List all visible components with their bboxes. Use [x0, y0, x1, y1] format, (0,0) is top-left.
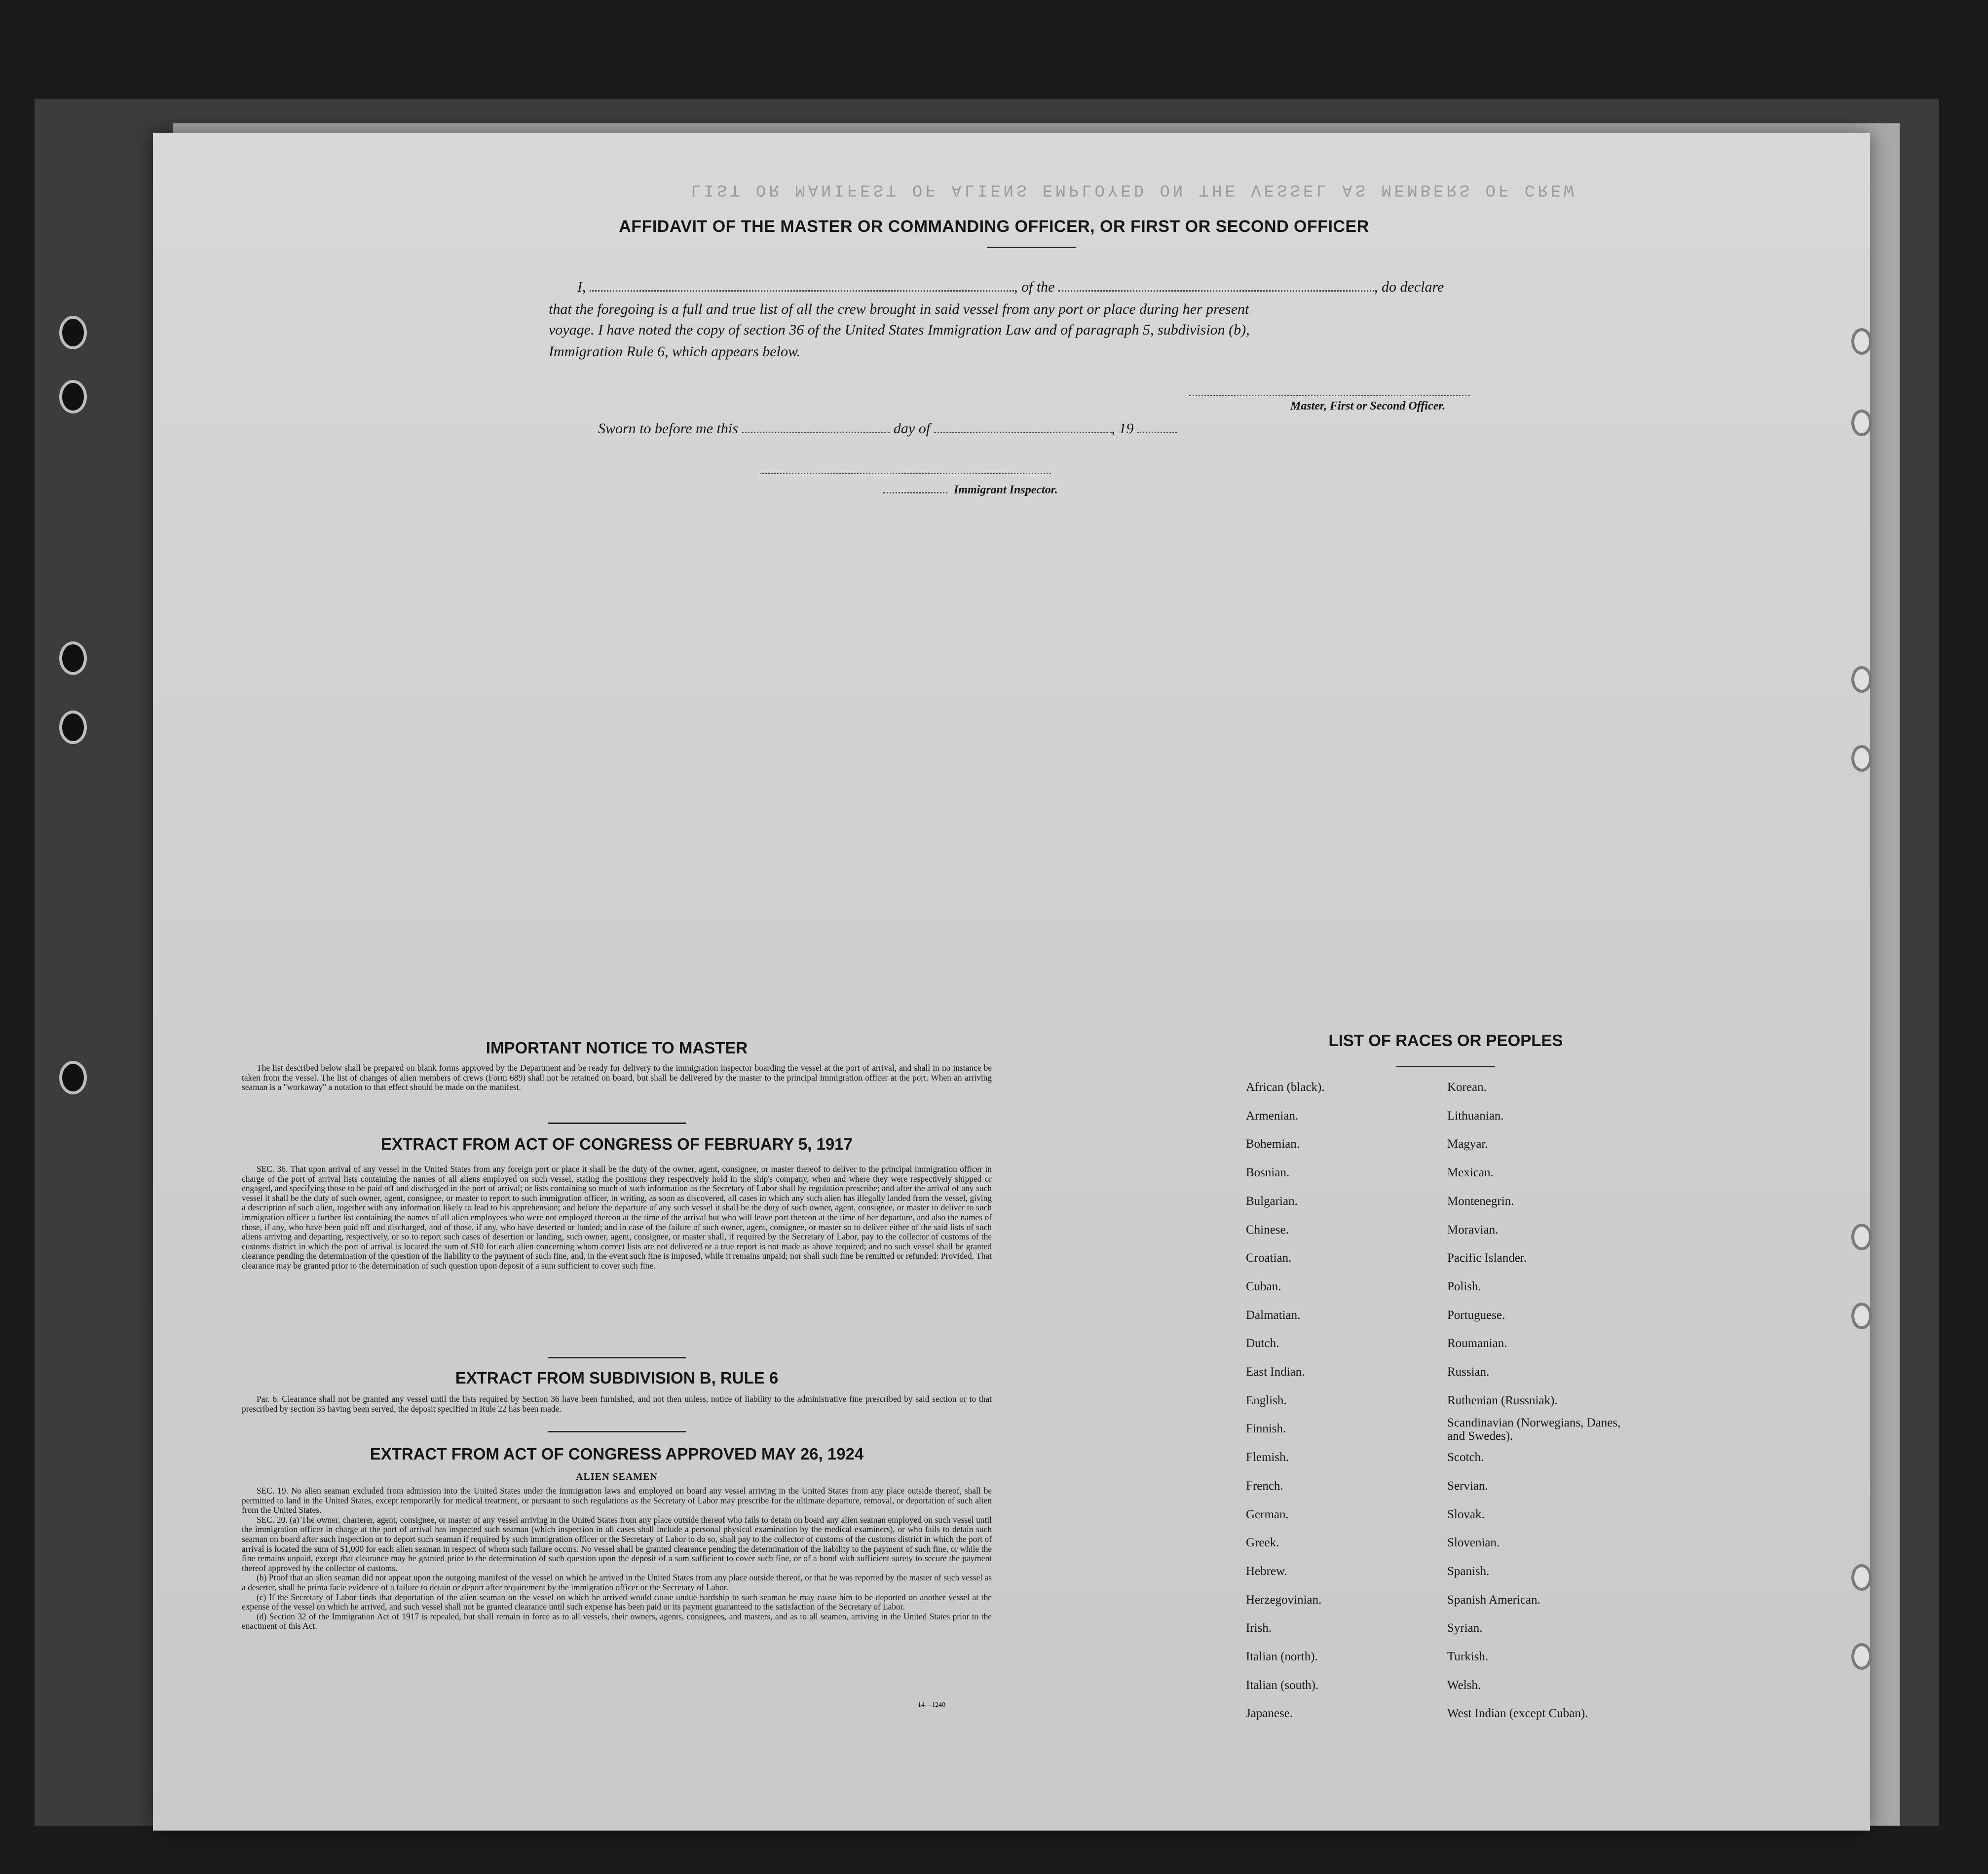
notice-title: IMPORTANT NOTICE TO MASTER — [486, 1039, 748, 1057]
race-item: Scotch. — [1447, 1451, 1484, 1464]
race-item: Syrian. — [1447, 1621, 1483, 1635]
divider — [1396, 1066, 1495, 1067]
extract-1917-title: EXTRACT FROM ACT OF CONGRESS OF FEBRUARY 5, 1917 — [381, 1135, 853, 1153]
race-item: Ruthenian (Russniak). — [1447, 1393, 1558, 1407]
punch-hole — [1851, 1643, 1872, 1670]
affidavit-of-the: , of the — [1014, 279, 1055, 295]
punch-hole — [1851, 1564, 1872, 1591]
punch-hole — [59, 380, 87, 413]
punch-hole — [1851, 666, 1872, 693]
race-item: Finnish. — [1246, 1422, 1286, 1436]
affidavit-line-3: voyage. I have noted the copy of section 36 of the United States Immigration Law and of paragraph 5, subdivision (b), — [549, 322, 1250, 338]
punch-hole — [1851, 410, 1872, 436]
race-item: Spanish. — [1447, 1564, 1490, 1578]
race-item: Roumanian. — [1447, 1337, 1507, 1350]
punch-hole — [1851, 745, 1872, 772]
race-item: Magyar. — [1447, 1137, 1488, 1151]
extract-1924-text — [242, 1486, 992, 1631]
master-caption: Master, First or Second Officer. — [1290, 400, 1446, 412]
master-signature-line — [1189, 395, 1470, 396]
race-item: Hebrew. — [1246, 1564, 1287, 1578]
extract-1924-title: EXTRACT FROM ACT OF CONGRESS APPROVED MAY 26, 1924 — [370, 1445, 864, 1463]
extract-1924-subtitle: ALIEN SEAMEN — [576, 1471, 658, 1482]
race-item: English. — [1246, 1393, 1287, 1407]
inspector-signature-line-short — [883, 492, 947, 493]
divider — [548, 1357, 686, 1358]
inspector-caption: Immigrant Inspector. — [954, 484, 1058, 496]
race-item: Servian. — [1447, 1479, 1488, 1493]
race-item: Slovak. — [1447, 1507, 1485, 1521]
divider — [987, 247, 1076, 248]
extract-rule6-title: EXTRACT FROM SUBDIVISION B, RULE 6 — [455, 1369, 779, 1387]
race-item: Dutch. — [1246, 1337, 1279, 1350]
extract-1924-p5: (d) Section 32 of the Immigration Act of 1917 is repealed, but shall remain in force as to all vessels, their owners, agents, consignees, and masters, and as to all seamen, arriving in the United States prior to the enactment of this Act. — [242, 1611, 992, 1631]
race-item: Dalmatian. — [1246, 1308, 1301, 1322]
punch-hole — [1851, 328, 1872, 355]
race-item: Croatian. — [1246, 1251, 1292, 1265]
race-item: Bohemian. — [1246, 1137, 1300, 1151]
punch-hole — [59, 711, 87, 744]
extract-1924-p2: SEC. 20. (a) The owner, charterer, agent, consignee, or master of any vessel arriving in the United States from any place outside thereof who fails to detain on board any alien seaman employed on such vessel until the immigration officer in charge at the port of arrival has inspected such seaman (which inspection in all cases shall include a personal physical examination by the medical examiners), or who fails to detain such seaman on board after such inspection or to deport such seaman if required by such immigration officer or the Secretary of Labor to do so, shall pay to the collector of customs of the customs district in which the port of arrival is located the sum of $1,000 for each alien seaman in respect of whom such failure occurs. No vessel shall be granted clearance pending the determination of the liability to the payment of such fine, or while the fine remains unpaid, except that clearance may be granted prior to the determination of such question upon the deposit of a sum sufficient to cover such fine, or of a bond with sufficient surety to secure the payment thereof approved by the collector of customs. — [242, 1514, 992, 1573]
race-item: West Indian (except Cuban). — [1447, 1707, 1588, 1721]
race-item: Chinese. — [1246, 1223, 1289, 1237]
extract-rule6-text — [242, 1394, 992, 1414]
race-item: Flemish. — [1246, 1451, 1289, 1464]
race-item: Italian (south). — [1246, 1678, 1319, 1692]
extract-rule6-paragraph: Par. 6. Clearance shall not be granted any vessel until the lists required by Section 36 have been furnished, and not then unless, notice of liability to the administrative fine prescribed by said section or to that prescribed by section 35 having been served, the deposit specified in Rule 22 has been made. — [242, 1394, 992, 1414]
extract-1924-p1: SEC. 19. No alien seaman excluded from admission into the United States under the immigration laws and employed on board any vessel arriving in the United States from any place outside thereof, shall be permitted to land in the United States, except temporarily for medical treatment, or pursuant to such regulations as the Secretary of Labor may prescribe for the ultimate departure, removal, or deportation of such alien from the United States. — [242, 1486, 992, 1515]
race-item: Cuban. — [1246, 1279, 1281, 1293]
divider — [548, 1431, 686, 1432]
affidavit-declare: , do declare — [1374, 279, 1444, 295]
race-item: East Indian. — [1246, 1365, 1305, 1379]
sworn-prefix: Sworn to before me this — [598, 420, 738, 437]
notice-paragraph: The list described below shall be prepared on blank forms approved by the Department and be ready for delivery to the immigration inspector boarding the vessel at the port of arrival, and shall in no instance be taken from the vessel. The list of changes of alien members of crews (Form 689) shall not be retained on board, but shall be delivered by the master to the principal immigration officer at the port. When an arriving seaman is a "workaway" a notation to that effect should be made on the manifest. — [242, 1063, 992, 1092]
race-item: German. — [1246, 1507, 1289, 1521]
race-item: African (black). — [1246, 1081, 1325, 1094]
punch-hole — [59, 316, 87, 349]
sworn-year: , 19 — [1111, 420, 1134, 437]
race-item: Greek. — [1246, 1536, 1279, 1550]
name-blank — [590, 290, 1014, 292]
form-number: 14—1240 — [918, 1701, 945, 1709]
race-item: Portuguese. — [1447, 1308, 1505, 1322]
extract-1924-p4: (c) If the Secretary of Labor finds that deportation of the alien seaman on the vessel on which he arrived would cause undue hardship to such seaman he may cause him to be deported on another vessel at the expense of the vessel on which he arrived, and such vessel shall not be granted clearance until such expense has been paid or its payment guaranteed to the satisfaction of the Secretary of Labor. — [242, 1592, 992, 1612]
sworn-day-of: day of — [893, 420, 931, 437]
affidavit-line-1 — [577, 279, 1444, 296]
vessel-blank — [1058, 290, 1374, 292]
race-item: Scandinavian (Norwegians, Danes, and Swedes). — [1447, 1416, 1621, 1443]
month-blank — [934, 431, 1112, 433]
race-item: Lithuanian. — [1447, 1109, 1504, 1123]
punch-hole — [1851, 1224, 1872, 1250]
punch-hole — [59, 641, 87, 675]
race-item: Korean. — [1447, 1081, 1487, 1094]
affidavit-line-2: that the foregoing is a full and true list of all the crew brought in said vessel from any port or place during her present — [549, 301, 1249, 317]
races-title: LIST OF RACES OR PEOPLES — [1328, 1031, 1563, 1049]
race-item: Moravian. — [1447, 1223, 1499, 1237]
divider — [548, 1123, 686, 1124]
race-item: Armenian. — [1246, 1109, 1299, 1123]
race-item: Turkish. — [1447, 1650, 1489, 1663]
punch-hole — [59, 1061, 87, 1094]
race-item: Montenegrin. — [1447, 1194, 1514, 1208]
race-item: Welsh. — [1447, 1678, 1481, 1692]
inspector-signature-line — [760, 473, 1051, 474]
affidavit-i: I, — [577, 279, 586, 295]
race-item: Pacific Islander. — [1447, 1251, 1527, 1265]
race-item: French. — [1246, 1479, 1283, 1493]
race-item: Bosnian. — [1246, 1166, 1290, 1180]
day-blank — [742, 431, 890, 433]
race-item: Russian. — [1447, 1365, 1490, 1379]
race-item: Slovenian. — [1447, 1536, 1500, 1550]
affidavit-line-4: Immigration Rule 6, which appears below. — [549, 343, 801, 360]
punch-hole — [1851, 1303, 1872, 1329]
race-item: Spanish American. — [1447, 1593, 1540, 1607]
race-item: Bulgarian. — [1246, 1194, 1298, 1208]
race-item: Herzegovinian. — [1246, 1593, 1322, 1607]
race-item: Irish. — [1246, 1621, 1272, 1635]
extract-1917-paragraph: SEC. 36. That upon arrival of any vessel in the United States from any foreign port or place it shall be the duty of the owner, agent, consignee, or master thereof to deliver to the principal immigration officer in charge of the port of arrival lists containing the names of all aliens employed on such vessel, stating the positions they respectively hold in the ship's company, when and where they were respectively shipped or engaged, and specifying those to be paid off and discharged in the port of arrival; or lists containing so much of such information as the Secretary of Labor shall by regulation prescribe; and after the arrival of any such vessel it shall be the duty of such owner, agent, consignee, or master to report to such immigration officer, in writing, as soon as discovered, all cases in which any such alien has illegally landed from the vessel, giving a description of such alien, together with any information likely to lead to his apprehension; and before the departure of any such vessel it shall be the duty of such owner, agent, consignee, or master to deliver to such immigration officer a further list containing the names of all alien employees who were not employed thereon at the time of the arrival but who will leave port thereon at the time of her departure, and also the names of those, if any, who have been paid off and discharged, and of those, if any, who have deserted or landed; and in case of the failure of such owner, agent, consignee, or master so to deliver either of the said lists of such aliens arriving and departing, respectively, or so to report such cases of desertion or landing, such owner, agent, consignee, or master shall, if required by the Secretary of Labor, pay to the collector of customs of the customs district in which the port of arrival is located the sum of $10 for each alien concerning whom correct lists are not delivered or a true report is not made as above required; and no such vessel shall be granted clearance pending the determination of the question of the liability to the payment of such fine, and, in the event such fine is imposed, while it remains unpaid; nor shall such fine be remitted or refunded: Provided, That clearance may be granted prior to the determination of such question upon deposit of a sum sufficient to cover such fine. — [242, 1164, 992, 1271]
extract-1917-text — [242, 1164, 992, 1271]
race-item: Japanese. — [1246, 1707, 1293, 1721]
race-item: Italian (north). — [1246, 1650, 1318, 1663]
bleed-through: LIST OR MANIFEST OF ALIENS EMPLOYED ON THE VESSEL AS MEMBERS OF CREW — [691, 180, 1577, 199]
affidavit-title: AFFIDAVIT OF THE MASTER OR COMMANDING OFFICER, OR FIRST OR SECOND OFFICER — [619, 217, 1369, 236]
extract-1924-p3: (b) Proof that an alien seaman did not appear upon the outgoing manifest of the vessel on which he arrived in the United States from any place outside thereof, or that he was reported by the master of such vessel as a deserter, shall be prima facie evidence of a failure to detain or deport after requirement by the immigration officer or the Secretary of Labor. — [242, 1573, 992, 1592]
notice-text — [242, 1063, 992, 1092]
year-blank — [1137, 431, 1177, 433]
sworn-line — [598, 420, 1177, 437]
race-item: Polish. — [1447, 1279, 1481, 1293]
race-item: Mexican. — [1447, 1166, 1494, 1180]
